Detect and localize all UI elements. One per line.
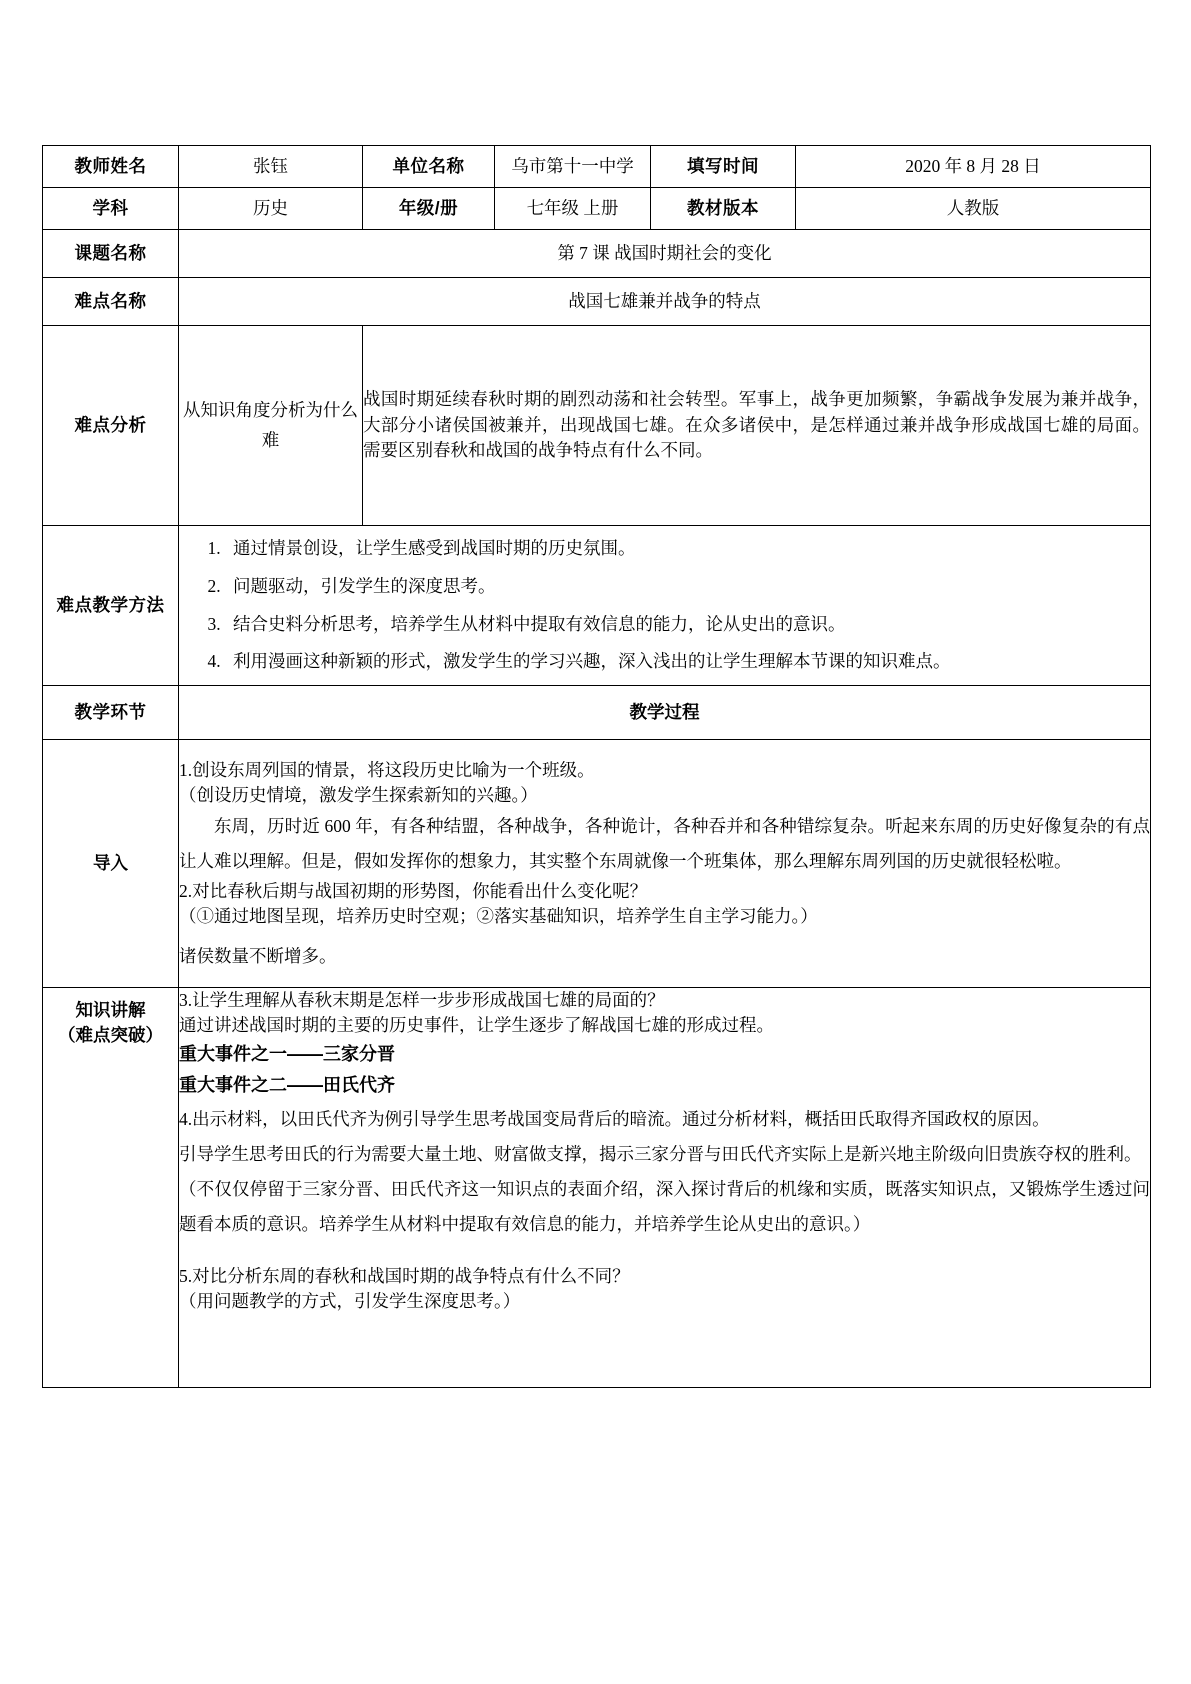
table-row-difficulty-name: [43, 278, 1151, 326]
value-knowledge-explanation-content: [179, 988, 1151, 1388]
value-fill-date: 2020 年 8 月 28 日: [796, 146, 1151, 188]
intro-paragraph-5: （①通过地图呈现，培养历史时空观；②落实基础知识，培养学生自主学习能力。）: [179, 906, 818, 927]
value-grade-volume: 七年级 上册: [495, 188, 651, 230]
list-item: 2. 问题驱动，引发学生的深度思考。: [225, 568, 1136, 606]
list-item: 1. 通过情景创设，让学生感受到战国时期的历史氛围。: [225, 530, 1136, 568]
value-teaching-methods-list: [179, 526, 1151, 686]
table-row-teacher-info: [43, 146, 1151, 188]
value-textbook-edition: 人教版: [796, 188, 1151, 230]
label-grade-volume: 年级/册: [363, 188, 495, 230]
explain-paragraph-7: （用问题教学的方式，引发学生深度思考。）: [179, 1291, 521, 1312]
teaching-methods-list: [179, 530, 1150, 681]
table-row-process-header: [43, 686, 1151, 740]
table-row-subject-info: [43, 188, 1151, 230]
list-item: 4. 利用漫画这种新颖的形式，激发学生的学习兴趣，深入浅出的让学生理解本节课的知识难点。: [225, 643, 1136, 681]
explain-paragraph-6: 5.对比分析东周的春秋和战国时期的战争特点有什么不同？: [179, 1265, 630, 1286]
explain-paragraph-4: 引导学生思考田氏的行为需要大量土地、财富做支撑，揭示三家分晋与田氏代齐实际上是新兴地主阶级向旧贵族夺权的胜利。: [179, 1143, 1142, 1164]
explain-paragraph-1: 3.让学生理解从春秋末期是怎样一步步形成战国七雄的局面的？: [179, 990, 665, 1010]
explain-key-event-1: 重大事件之一——三家分晋: [179, 1043, 395, 1064]
intro-paragraph-2: （创设历史情境，激发学生探索新知的兴趣。）: [179, 785, 538, 806]
label-teacher-name: 教师姓名: [43, 146, 179, 188]
explain-paragraph-5: （不仅仅停留于三家分晋、田氏代齐这一知识点的表面介绍，深入探讨背后的机缘和实质，既落实知识点，又锻炼学生透过问题看本质的意识。培养学生从材料中提取有效信息的能力，并培养学生论从史出的意识。）: [179, 1178, 1150, 1234]
table-row-topic: [43, 230, 1151, 278]
label-teaching-process: 教学过程: [179, 686, 1151, 740]
explain-paragraph-3: 4.出示材料，以田氏代齐为例引导学生思考战国变局背后的暗流。通过分析材料，概括田氏取得齐国政权的原因。: [179, 1108, 1050, 1129]
intro-paragraph-4: 2.对比春秋后期与战国初期的形势图，你能看出什么变化呢？: [179, 880, 648, 901]
value-difficulty-name: 战国七雄兼并战争的特点: [179, 278, 1151, 326]
value-topic-name: 第 7 课 战国时期社会的变化: [179, 230, 1151, 278]
table-row-difficulty-analysis: [43, 326, 1151, 526]
value-subject: 历史: [179, 188, 363, 230]
label-teaching-stage: 教学环节: [43, 686, 179, 740]
intro-paragraph-1: 1.创设东周列国的情景，将这段历史比喻为一个班级。: [179, 760, 595, 781]
label-subject: 学科: [43, 188, 179, 230]
label-knowledge-explanation-line2: （难点突破）: [58, 1025, 163, 1046]
label-teaching-methods: 难点教学方法: [43, 526, 179, 686]
label-textbook-edition: 教材版本: [651, 188, 796, 230]
explain-paragraph-2: 通过讲述战国时期的主要的历史事件，让学生逐步了解战国七雄的形成过程。: [179, 1015, 774, 1036]
label-analysis-perspective: 从知识角度分析为什么难: [179, 326, 363, 526]
intro-paragraph-3: 东周，历时近 600 年，有各种结盟，各种战争，各种诡计，各种吞并和各种错综复杂。听起来东周的历史好像复杂的有点让人难以理解。但是，假如发挥你的想象力，其实整个东周就像一个班集体，那么理解东周列国的历史就很轻松啦。: [179, 815, 1150, 871]
label-unit-name: 单位名称: [363, 146, 495, 188]
value-unit-name: 乌市第十一中学: [495, 146, 651, 188]
table-row-knowledge-explanation: [43, 988, 1151, 1388]
explain-key-event-2: 重大事件之二——田氏代齐: [179, 1075, 395, 1096]
label-knowledge-explanation-line1: 知识讲解: [75, 1000, 146, 1020]
value-difficulty-analysis-text: 战国时期延续春秋时期的剧烈动荡和社会转型。军事上，战争更加频繁，争霸战争发展为兼并战争，大部分小诸侯国被兼并，出现战国七雄。在众多诸侯中，是怎样通过兼并战争形成战国七雄的局面。需要区别春秋和战国的战争特点有什么不同。: [363, 326, 1151, 526]
list-item: 3. 结合史料分析思考，培养学生从材料中提取有效信息的能力，论从史出的意识。: [225, 606, 1136, 644]
intro-paragraph-6: 诸侯数量不断增多。: [179, 945, 337, 966]
table-row-teaching-methods: [43, 526, 1151, 686]
value-teacher-name: 张钰: [179, 146, 363, 188]
label-topic-name: 课题名称: [43, 230, 179, 278]
label-fill-date: 填写时间: [651, 146, 796, 188]
label-knowledge-explanation: [43, 988, 179, 1388]
label-difficulty-analysis: 难点分析: [43, 326, 179, 526]
lesson-plan-table: [42, 145, 1151, 1388]
label-difficulty-name: 难点名称: [43, 278, 179, 326]
label-introduction: 导入: [43, 740, 179, 988]
paragraph-spacer: [179, 1242, 1150, 1264]
table-row-introduction: [43, 740, 1151, 988]
value-introduction-content: [179, 740, 1151, 988]
